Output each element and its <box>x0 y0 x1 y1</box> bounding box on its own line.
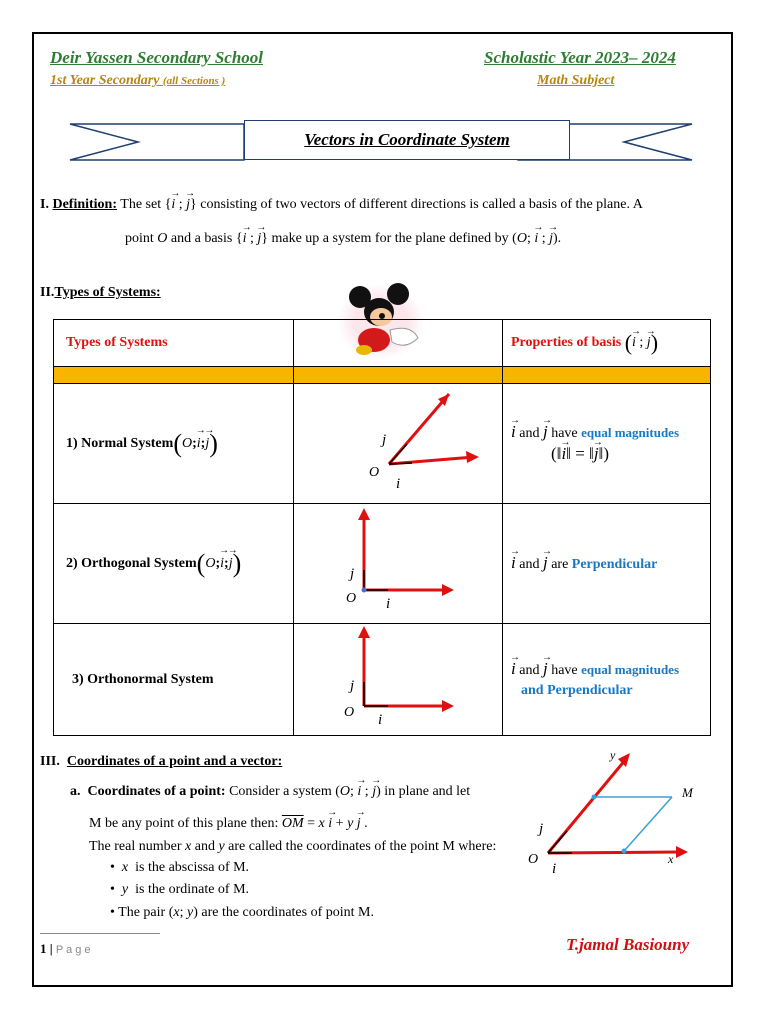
svg-text:O: O <box>344 705 355 720</box>
row-orthonormal-system: 3) Orthonormal System <box>54 624 294 736</box>
orthogonal-system-properties: → i and → j are Perpendicular <box>503 504 711 624</box>
orthogonal-system-diagram <box>294 504 503 624</box>
page-number: 1 | P a g e <box>40 941 91 956</box>
coords-point-line: a. Coordinates of a point: Consider a system (O; → i ; → j) in plane and let <box>70 783 520 801</box>
grade-line: 1st Year Secondary (all Sections ) <box>50 73 226 88</box>
svg-text:j: j <box>539 821 544 837</box>
subject-name: Math Subject <box>537 73 615 88</box>
orthonormal-system-diagram <box>294 624 503 736</box>
types-heading: II.Types of Systems: <box>40 285 161 300</box>
svg-text:M: M <box>682 785 693 800</box>
svg-text:O: O <box>369 465 380 480</box>
svg-text:i: i <box>552 861 557 877</box>
coords-heading: III. Coordinates of a point and a vector: <box>40 754 283 769</box>
col-header-properties: Properties of basis (→ i ; → j) <box>503 320 711 367</box>
svg-text:j: j <box>350 566 355 582</box>
svg-text:x: x <box>668 852 674 866</box>
definition-line2: point O and a basis {→ i ; → j} make up a system for the plane defined by (O; → i ; → j). <box>125 230 725 248</box>
point-coordinates-diagram <box>522 745 712 880</box>
svg-text:O: O <box>346 591 357 606</box>
bullet-abscissa: • x is the abscissa of M. <box>110 860 250 875</box>
bullet-pair: • The pair (x; y) are the coordinates of point M. <box>110 905 374 920</box>
om-formula-line: M be any point of this plane then: $\overline{OM} = x \to i + y \to j$ . <box>89 815 529 833</box>
svg-text:i: i <box>378 712 383 728</box>
footer-rule <box>40 933 160 934</box>
svg-text:i: i <box>386 596 391 612</box>
row-orthogonal-system: 2) Orthogonal System(O;→ i;→ j) <box>54 504 294 624</box>
row-normal-system: 1) Normal System(O;→ i;→ j) <box>54 384 294 504</box>
bullet-ordinate: • y is the ordinate of M. <box>110 882 250 897</box>
col-header-types: Types of Systems <box>54 320 294 367</box>
svg-text:y: y <box>610 748 616 762</box>
svg-text:i: i <box>396 476 401 492</box>
page-title: Vectors in Coordinate System <box>244 120 570 160</box>
svg-text:j: j <box>382 432 387 448</box>
author-signature: T.jamal Basiouny <box>566 935 690 954</box>
svg-text:O: O <box>528 852 539 867</box>
systems-table <box>53 319 711 736</box>
normal-system-diagram <box>294 384 503 504</box>
svg-text:j: j <box>350 678 355 694</box>
scholastic-year: Scholastic Year 2023– 2024 <box>484 48 676 67</box>
orange-divider-row <box>54 367 711 384</box>
definition-line1: I. Definition: The set {→ i ; → j} consisting of two vectors of different directions is called a basis of the plane. A <box>40 196 720 214</box>
school-name: Deir Yassen Secondary School <box>50 48 263 67</box>
normal-system-properties: → i and → j have equal magnitudes (‖→ i‖ = ‖→ j‖) <box>503 384 711 504</box>
orthonormal-system-properties: → i and → j have equal magnitudes and Perpendicular <box>503 624 711 736</box>
real-numbers-line: The real number x and y are called the coordinates of the point M where: <box>89 839 497 854</box>
